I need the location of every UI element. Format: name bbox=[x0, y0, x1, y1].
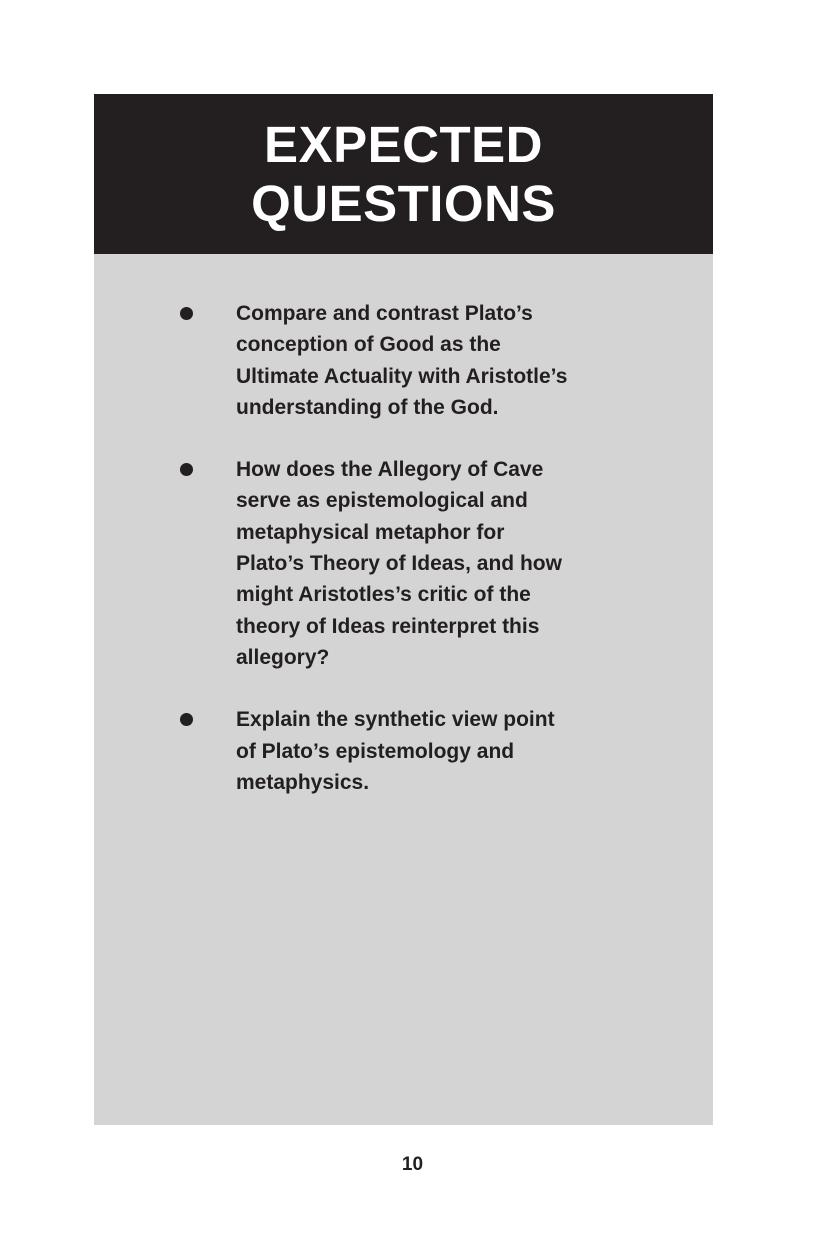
question-line: Plato’s Theory of Ideas, and how bbox=[236, 552, 562, 576]
question-line: metaphysics. bbox=[236, 770, 370, 794]
bullet-icon bbox=[180, 713, 193, 726]
question-line: Ultimate Actuality with Aristotle’s bbox=[236, 364, 568, 388]
question-text-2 bbox=[236, 454, 616, 673]
question-line: How does the Allegory of Cave bbox=[236, 458, 544, 482]
header-title-line-2: QUESTIONS bbox=[251, 175, 556, 232]
question-item-1 bbox=[94, 298, 713, 423]
question-line: conception of Good as the bbox=[236, 333, 501, 357]
page-number: 10 bbox=[401, 1154, 424, 1175]
question-line: theory of Ideas reinterpret this bbox=[236, 614, 540, 638]
bullet-icon bbox=[180, 463, 193, 476]
questions-list bbox=[94, 298, 713, 829]
question-line: might Aristotles’s critic of the bbox=[236, 583, 531, 607]
question-line: serve as epistemological and bbox=[236, 489, 528, 513]
question-line: understanding of the God. bbox=[236, 395, 499, 419]
question-text-1 bbox=[236, 298, 616, 423]
header-title-line-1: EXPECTED bbox=[264, 116, 543, 173]
question-line: Explain the synthetic view point bbox=[236, 708, 555, 732]
question-item-2 bbox=[94, 454, 713, 673]
question-line: Compare and contrast Plato’s bbox=[236, 302, 533, 325]
bullet-icon bbox=[180, 307, 193, 320]
question-line: of Plato’s epistemology and bbox=[236, 739, 515, 763]
questions-panel bbox=[94, 94, 713, 1125]
section-header bbox=[94, 94, 713, 254]
question-line: metaphysical metaphor for bbox=[236, 520, 505, 544]
question-item-3 bbox=[94, 704, 713, 798]
question-text-3 bbox=[236, 704, 616, 798]
question-line: allegory? bbox=[236, 645, 330, 669]
